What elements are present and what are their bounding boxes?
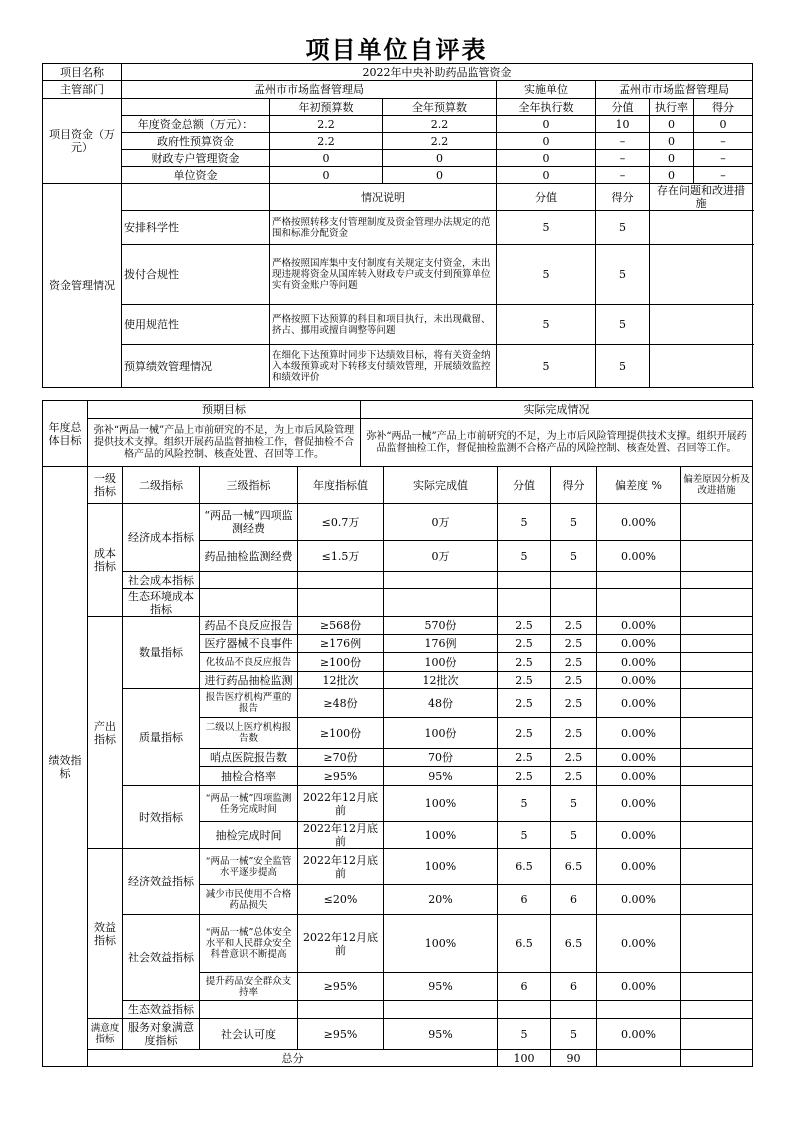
deviation: 0.00% — [597, 885, 681, 915]
actual: 570份 — [384, 617, 498, 635]
l3: 二级以上医疗机构报告数 — [200, 718, 298, 749]
perf-header: 分值 — [498, 467, 551, 504]
score: 2.5 — [498, 617, 551, 635]
cell: 5 — [497, 245, 596, 305]
actual: 70份 — [384, 749, 498, 767]
target: ≥176例 — [298, 635, 384, 653]
l3: 药品不良反应报告 — [200, 617, 298, 635]
target: ≤20% — [298, 885, 384, 915]
total-got: 90 — [551, 1050, 597, 1067]
reason — [681, 973, 753, 1001]
actual: 12批次 — [384, 672, 498, 689]
funds-row-name: 年度资金总额（万元）： — [122, 116, 270, 133]
score: 2.5 — [498, 653, 551, 672]
l3: “两品一械”四项监测经费 — [200, 504, 298, 541]
table-row — [43, 1001, 753, 1019]
cell: 2.2 — [383, 133, 497, 150]
actual: 100% — [384, 822, 498, 849]
got: 5 — [551, 822, 597, 849]
deviation: 0.00% — [597, 822, 681, 849]
target: ≥70份 — [298, 749, 384, 767]
score: 6.5 — [498, 915, 551, 973]
target: 2022年12月底前 — [298, 849, 384, 885]
funds-row-name: 政府性预算资金 — [122, 133, 270, 150]
l3: “两品一械”四项监测任务完成时间 — [200, 786, 298, 822]
l2-benefit-econ: 经济效益指标 — [123, 849, 200, 915]
target: ≥95% — [298, 973, 384, 1001]
l2-cost-econ: 经济成本指标 — [123, 504, 200, 572]
actual: 48份 — [384, 689, 498, 718]
perf-label: 绩效指标 — [43, 467, 88, 1067]
funds-row — [43, 167, 753, 184]
mgmt-row-name: 预算绩效管理情况 — [122, 345, 270, 388]
got: 2.5 — [551, 653, 597, 672]
mgmt-row — [43, 211, 753, 245]
actual: 20% — [384, 885, 498, 915]
reason — [681, 653, 753, 672]
cell: 0 — [497, 167, 596, 184]
perf-header: 年度指标值 — [298, 467, 384, 504]
cell: 5 — [596, 245, 650, 305]
got: 2.5 — [551, 689, 597, 718]
perf-header: 一级指标 — [88, 467, 123, 504]
mgmt-label: 资金管理情况 — [43, 184, 122, 388]
page-title: 项目单位自评表 — [305, 35, 488, 64]
mgmt-header: 分值 — [497, 184, 596, 211]
perf-header: 三级指标 — [200, 467, 298, 504]
cell: 0 — [650, 167, 694, 184]
perf-header: 实际完成值 — [384, 467, 498, 504]
got: 2.5 — [551, 749, 597, 767]
reason — [681, 767, 753, 786]
total-label: 总分 — [88, 1050, 498, 1067]
reason — [681, 915, 753, 973]
cell: 2.2 — [270, 133, 383, 150]
cell: – — [694, 150, 753, 167]
score: 2.5 — [498, 749, 551, 767]
mgmt-row — [43, 245, 753, 305]
reason — [681, 635, 753, 653]
mgmt-row-desc: 严格按照转移支付管理制度及资金管理办法规定的范围和标准分配资金 — [270, 211, 497, 245]
cell: 5 — [497, 211, 596, 245]
reason — [681, 504, 753, 541]
got: 2.5 — [551, 718, 597, 749]
score: 5 — [498, 822, 551, 849]
goal-table — [42, 400, 753, 467]
perf-header: 二级指标 — [123, 467, 200, 504]
cell: – — [694, 167, 753, 184]
mgmt-row — [43, 345, 753, 388]
target: ≥100份 — [298, 718, 384, 749]
actual: 95% — [384, 973, 498, 1001]
mgmt-row-issue — [650, 345, 753, 388]
mgmt-row-desc: 在细化下达预算时同步下达绩效目标，将有关资金纳入本级预算或对下转移支付绩效管理，开展绩效监控和绩效评价 — [270, 345, 497, 388]
l1-cost: 成本指标 — [88, 504, 123, 617]
mgmt-row-name: 安排科学性 — [122, 211, 270, 245]
deviation: 0.00% — [597, 786, 681, 822]
cell: 0 — [497, 150, 596, 167]
l3: 药品抽检监测经费 — [200, 541, 298, 572]
cell: 0 — [650, 116, 694, 133]
funds-header: 全年执行数 — [497, 99, 596, 116]
got: 2.5 — [551, 617, 597, 635]
l2-qty: 数量指标 — [123, 617, 200, 689]
reason — [681, 718, 753, 749]
funds-header: 分值 — [596, 99, 650, 116]
score: 5 — [498, 786, 551, 822]
deviation: 0.00% — [597, 617, 681, 635]
mgmt-row-name: 使用规范性 — [122, 305, 270, 345]
score: 2.5 — [498, 689, 551, 718]
l3: 化妆品不良反应报告 — [200, 653, 298, 672]
l1-output: 产出指标 — [88, 617, 123, 849]
cell: – — [596, 133, 650, 150]
impl-value: 孟州市市场监督管理局 — [596, 81, 753, 99]
funds-header: 得分 — [694, 99, 753, 116]
funds-header: 年初预算数 — [270, 99, 383, 116]
score: 6.5 — [498, 849, 551, 885]
score: 6 — [498, 973, 551, 1001]
mgmt-row-issue — [650, 211, 753, 245]
impl-label: 实施单位 — [497, 81, 596, 99]
score: 5 — [498, 1019, 551, 1050]
got: 2.5 — [551, 635, 597, 653]
funds-row — [43, 150, 753, 167]
dept-label: 主管部门 — [43, 81, 122, 99]
score: 5 — [498, 541, 551, 572]
mgmt-row-issue — [650, 245, 753, 305]
got: 6 — [551, 885, 597, 915]
cell: 0 — [650, 150, 694, 167]
cell: 5 — [596, 305, 650, 345]
l2-time: 时效指标 — [123, 786, 200, 849]
cell: 0 — [497, 133, 596, 150]
got: 5 — [551, 504, 597, 541]
cell: 0 — [270, 167, 383, 184]
l3: 抽检合格率 — [200, 767, 298, 786]
got: 6.5 — [551, 915, 597, 973]
l3: 减少市民使用不合格药品损失 — [200, 885, 298, 915]
project-info-table — [42, 63, 753, 388]
project-name-label: 项目名称 — [43, 64, 122, 81]
actual: 100% — [384, 915, 498, 973]
table-row — [43, 589, 753, 617]
cell: 0 — [383, 150, 497, 167]
cell: 0 — [497, 116, 596, 133]
table-row — [43, 786, 753, 822]
target: ≥95% — [298, 767, 384, 786]
cell: – — [596, 150, 650, 167]
goal-label: 年度总体目标 — [43, 401, 88, 467]
table-row — [43, 915, 753, 973]
l2-cost-eco: 生态环境成本指标 — [123, 589, 200, 617]
cell: 10 — [596, 116, 650, 133]
target: 2022年12月底前 — [298, 786, 384, 822]
funds-row — [43, 133, 753, 150]
l3: 医疗器械不良事件 — [200, 635, 298, 653]
actual: 95% — [384, 1019, 498, 1050]
deviation: 0.00% — [597, 767, 681, 786]
cell: 0 — [383, 167, 497, 184]
funds-row — [43, 116, 753, 133]
l1-benefit: 效益指标 — [88, 849, 123, 1019]
actual: 0万 — [384, 504, 498, 541]
perf-header: 偏差原因分析及改进措施 — [681, 467, 753, 504]
actual: 100% — [384, 849, 498, 885]
actual: 95% — [384, 767, 498, 786]
l2-satisfaction: 服务对象满意度指标 — [123, 1019, 200, 1050]
target: 12批次 — [298, 672, 384, 689]
deviation: 0.00% — [597, 718, 681, 749]
table-row — [43, 1019, 753, 1050]
cell: – — [694, 133, 753, 150]
perf-header: 偏差度 % — [597, 467, 681, 504]
reason — [681, 672, 753, 689]
project-name-value: 2022年中央补助药品监管资金 — [122, 64, 753, 81]
target: ≥95% — [298, 1019, 384, 1050]
mgmt-row-name: 拨付合规性 — [122, 245, 270, 305]
perf-header: 得分 — [551, 467, 597, 504]
cell: 5 — [497, 345, 596, 388]
target: 2022年12月底前 — [298, 915, 384, 973]
score: 2.5 — [498, 718, 551, 749]
total-row — [43, 1050, 753, 1067]
cell: 2.2 — [383, 116, 497, 133]
l3: 哨点医院报告数 — [200, 749, 298, 767]
cell: – — [596, 167, 650, 184]
goal-expected-text: 弥补“两品一械”产品上市前研究的不足，为上市后风险管理提供技术支撑。组织开展药品监督抽检工作，督促抽检不合格产品的风险控制、核查处置、召回等工作。 — [88, 419, 361, 467]
l3: 提升药品安全群众支持率 — [200, 973, 298, 1001]
actual: 100份 — [384, 718, 498, 749]
goal-actual-text: 弥补“两品一械”产品上市前研究的不足，为上市后风险管理提供技术支撑。组织开展药品监督抽检工作，督促抽检监测不合格产品的风险控制、核查处置、召回等工作。 — [361, 419, 753, 467]
l3: 社会认可度 — [200, 1019, 298, 1050]
target: ≥568份 — [298, 617, 384, 635]
deviation: 0.00% — [597, 915, 681, 973]
cell: 5 — [596, 345, 650, 388]
table-row — [43, 504, 753, 541]
reason — [681, 885, 753, 915]
table-row — [43, 617, 753, 635]
reason — [681, 1019, 753, 1050]
cell: 0 — [650, 133, 694, 150]
reason — [681, 617, 753, 635]
target: 2022年12月底前 — [298, 822, 384, 849]
deviation: 0.00% — [597, 689, 681, 718]
funds-header: 执行率 — [650, 99, 694, 116]
total-score: 100 — [498, 1050, 551, 1067]
got: 2.5 — [551, 672, 597, 689]
got: 5 — [551, 1019, 597, 1050]
mgmt-header: 存在问题和改进措施 — [650, 184, 753, 211]
table-row — [43, 689, 753, 718]
got: 2.5 — [551, 767, 597, 786]
cell: 5 — [596, 211, 650, 245]
l2-qual: 质量指标 — [123, 689, 200, 786]
got: 5 — [551, 786, 597, 822]
mgmt-header: 情况说明 — [270, 184, 497, 211]
goal-actual-header: 实际完成情况 — [361, 401, 753, 419]
target: ≥48份 — [298, 689, 384, 718]
actual: 0万 — [384, 541, 498, 572]
reason — [681, 849, 753, 885]
mgmt-row-desc: 严格按照国库集中支付制度有关规定支付资金，未出现违规将资金从国库转入财政专户或支付到预算单位实有资金账户等问题 — [270, 245, 497, 305]
deviation: 0.00% — [597, 1019, 681, 1050]
cell: 0 — [270, 150, 383, 167]
table-row — [43, 849, 753, 885]
mgmt-row — [43, 305, 753, 345]
got: 5 — [551, 541, 597, 572]
goal-expected-header: 预期目标 — [88, 401, 361, 419]
got: 6 — [551, 973, 597, 1001]
deviation: 0.00% — [597, 504, 681, 541]
l3: “两品一械”安全监管水平逐步提高 — [200, 849, 298, 885]
deviation: 0.00% — [597, 749, 681, 767]
funds-label: 项目资金（万元） — [43, 99, 122, 184]
score: 2.5 — [498, 767, 551, 786]
deviation: 0.00% — [597, 635, 681, 653]
actual: 176例 — [384, 635, 498, 653]
target: ≤1.5万 — [298, 541, 384, 572]
l1-satisfaction: 满意度指标 — [88, 1019, 123, 1050]
score: 6 — [498, 885, 551, 915]
l3: 进行药品抽检监测 — [200, 672, 298, 689]
cell: 0 — [694, 116, 753, 133]
l3: “两品一械”总体安全水平和人民群众安全科普意识不断提高 — [200, 915, 298, 973]
cell: 5 — [497, 305, 596, 345]
l3: 报告医疗机构严重的报告 — [200, 689, 298, 718]
l2-benefit-social: 社会效益指标 — [123, 915, 200, 1001]
deviation: 0.00% — [597, 973, 681, 1001]
target: ≥100份 — [298, 653, 384, 672]
mgmt-row-desc: 严格按照下达预算的科目和项目执行，未出现截留、挤占、挪用或擅自调整等问题 — [270, 305, 497, 345]
l3: 抽检完成时间 — [200, 822, 298, 849]
reason — [681, 786, 753, 822]
mgmt-header: 得分 — [596, 184, 650, 211]
funds-row-name: 财政专户管理资金 — [122, 150, 270, 167]
reason — [681, 749, 753, 767]
reason — [681, 822, 753, 849]
score: 5 — [498, 504, 551, 541]
target: ≤0.7万 — [298, 504, 384, 541]
deviation: 0.00% — [597, 541, 681, 572]
deviation: 0.00% — [597, 672, 681, 689]
actual: 100份 — [384, 653, 498, 672]
funds-header: 全年预算数 — [383, 99, 497, 116]
perf-table — [42, 466, 753, 1067]
l2-benefit-eco: 生态效益指标 — [123, 1001, 200, 1019]
l2-cost-social: 社会成本指标 — [123, 572, 200, 589]
got: 6.5 — [551, 849, 597, 885]
mgmt-row-issue — [650, 305, 753, 345]
funds-row-name: 单位资金 — [122, 167, 270, 184]
reason — [681, 689, 753, 718]
table-row — [43, 572, 753, 589]
deviation: 0.00% — [597, 849, 681, 885]
deviation: 0.00% — [597, 653, 681, 672]
score: 2.5 — [498, 635, 551, 653]
dept-value: 孟州市市场监督管理局 — [122, 81, 497, 99]
cell: 2.2 — [270, 116, 383, 133]
reason — [681, 541, 753, 572]
actual: 100% — [384, 786, 498, 822]
score: 2.5 — [498, 672, 551, 689]
